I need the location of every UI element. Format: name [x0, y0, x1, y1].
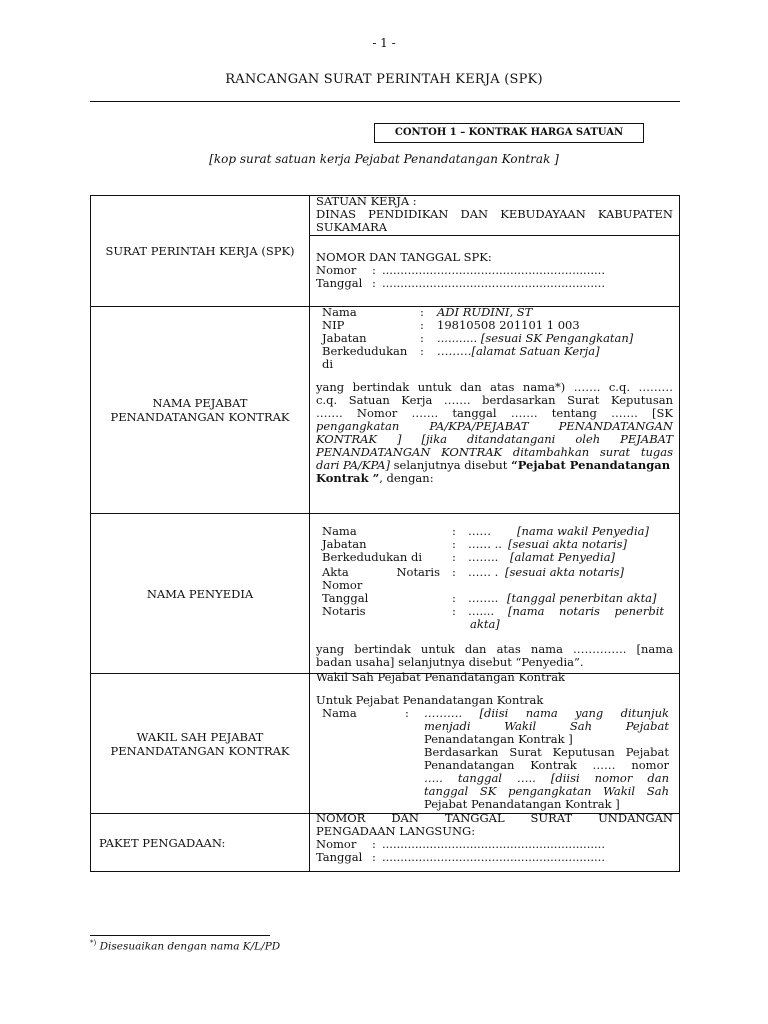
pejabat-para-line-5: KONTRAK ] [jika ditandatangani oleh PEJABAT [316, 432, 673, 446]
footnote-marker: *) [90, 939, 97, 947]
footnote-text: Disesuaikan dengan nama K/L/PD [99, 940, 281, 953]
pejabat-berkedudukan-label: Berkedudukan [322, 344, 408, 358]
penyedia-jabatan-dots: …… .. [468, 537, 502, 551]
paket-tanggal-colon: : [372, 850, 376, 864]
pejabat-nip-label: NIP [322, 318, 345, 332]
row-label-pejabat: NAMA PEJABAT PENANDATANGAN KONTRAK [91, 307, 310, 513]
wakil-line-4: Berdasarkan Surat Keputusan Pejabat [424, 745, 669, 759]
wakil-line-3: Penandatangan Kontrak ] [424, 732, 573, 746]
wakil-line-1: ………. [diisi nama yang ditunjuk [424, 706, 669, 720]
wakil-line-2: menjadi Wakil Sah Pejabat [424, 719, 669, 733]
satuan-kerja-label: SATUAN KERJA : [316, 194, 417, 208]
wakil-nama-colon: : [405, 706, 409, 720]
penyedia-jabatan-label: Jabatan [322, 537, 367, 551]
penyedia-notaris-dots: ….... [468, 604, 495, 618]
penyedia-berkedudukan-dots: …….. [468, 550, 499, 564]
wakil-line-5: Penandatangan Kontrak …… nomor [424, 758, 669, 772]
pejabat-para-line-8: Kontrak ”, dengan: [316, 471, 434, 485]
satuan-kerja-name-line1: DINAS PENDIDIKAN DAN KEBUDAYAAN KABUPATEN [316, 207, 673, 221]
row-pejabat [91, 307, 679, 514]
document-title: RANCANGAN SURAT PERINTAH KERJA (SPK) [225, 72, 543, 87]
row-wakil-sah [91, 670, 679, 814]
row-spk [91, 196, 679, 307]
pejabat-para-line-4: pengangkatan PA/KPA/PEJABAT PENANDATANGAN [316, 419, 673, 433]
spk-tanggal-value: ............................................................. [382, 276, 605, 290]
spk-tanggal-colon: : [372, 276, 376, 290]
spk-number-date-heading: NOMOR DAN TANGGAL SPK: [316, 250, 492, 264]
penyedia-notaris-label: Notaris [322, 604, 366, 618]
pejabat-para-line-3: ……. Nomor ……. tanggal ……. tentang ……. [SK [316, 406, 673, 420]
spk-nomor-colon: : [372, 263, 376, 277]
row-label-wakil-sah: WAKIL SAH PEJABAT PENANDATANGAN KONTRAK [91, 674, 310, 813]
penyedia-jabatan-value: [sesuai akta notaris] [508, 537, 628, 551]
footnote-rule [90, 935, 270, 936]
penyedia-tanggal-dots: …….. [468, 591, 499, 605]
paket-nomor-label: Nomor [316, 837, 357, 851]
paket-nomor-value: ............................................................. [382, 837, 605, 851]
pejabat-nama-label: Nama [322, 305, 357, 319]
spk-nomor-label: Nomor [316, 263, 357, 277]
row-content-paket [310, 811, 679, 871]
pejabat-jabatan-label: Jabatan [322, 331, 367, 345]
pejabat-para-line-7: dari PA/KPA] selanjutnya disebut “Pejabat Penandatangan [316, 458, 671, 472]
wakil-line-7: tanggal SK pengangkatan Wakil Sah [424, 784, 669, 798]
row-label-spk: SURAT PERINTAH KERJA (SPK) [91, 196, 310, 306]
spk-table [90, 195, 680, 872]
pejabat-para-line-1: yang bertindak untuk dan atas nama*) ……. c.q. ……… [316, 380, 673, 394]
paket-tanggal-label: Tanggal [316, 850, 363, 864]
paket-line-1: NOMOR DAN TANGGAL SURAT UNDANGAN [316, 811, 673, 825]
row-content-wakil-sah [310, 670, 679, 813]
wakil-nama-label: Nama [322, 706, 357, 720]
letterhead-placeholder: [kop surat satuan kerja Pejabat Penandatangan Kontrak ] [209, 152, 559, 166]
row-content-pejabat: Nama : ADI RUDINI, ST NIP : 19810508 201101 1 003 Jabatan : ........... [sesuai SK Pengangkatan] Berkedudukan : ………[alamat Satuan Kerja] di yang bertindak untuk dan atas nama*) ……. c.q. ……… c.q. Satuan Kerja ……. berdasarkan Surat Keputusan ……. Nomor ……. tanggal ……. tentang ……. [SK pengangkatan PA/KPA/PEJABAT PENANDATANGAN KONTRAK ] [jika ditandatangani oleh PEJABAT PENANDATANGAN KONTRAK ditambahkan surat tugas dari PA/KPA] selanjutnya disebut “Pejabat Penandatangan Kontrak ”, dengan: [316, 305, 673, 485]
row-paket-pengadaan [91, 811, 679, 871]
penyedia-akta-value: [sesuai akta notaris] [505, 565, 625, 579]
spk-tanggal-label: Tanggal [316, 276, 363, 290]
penyedia-berkedudukan-label: Berkedudukan di [322, 550, 422, 564]
row-content-penyedia: Nama : …… [nama wakil Penyedia] Jabatan : …… .. [sesuai akta notaris] Berkedudukan di : …….. [alamat Penyedia] Akta Notaris : …… . [sesuai akta notaris] Nomor Tanggal : …….. [tanggal penerbitan akta] Notaris : ….... [nama notaris penerbit akta] yang bertindak untuk dan atas nama ………….. [nama badan usaha] selanjutnya disebut “Penyedia”. [316, 524, 673, 669]
penyedia-akta-label: Akta Notaris [322, 565, 440, 579]
pejabat-para-line-6: PENANDATANGAN KONTRAK ditambahkan surat tugas [316, 445, 673, 459]
row-label-penyedia: NAMA PENYEDIA [91, 514, 310, 673]
pejabat-jabatan-value: ........... [sesuai SK Pengangkatan] [437, 331, 634, 345]
pejabat-nip-value: 19810508 201101 1 003 [437, 318, 580, 332]
paket-nomor-colon: : [372, 837, 376, 851]
penyedia-nama-label: Nama [322, 524, 357, 538]
paket-tanggal-value: ............................................................. [382, 850, 605, 864]
penyedia-notaris-cont: akta] [470, 617, 500, 631]
wakil-line-6: ….. tanggal ….. [diisi nomor dan [424, 771, 669, 785]
penyedia-akta-nomor-cont: Nomor [322, 578, 363, 592]
penyedia-nama-dots: …… [468, 524, 491, 538]
penyedia-berkedudukan-value: [alamat Penyedia] [510, 550, 616, 564]
pejabat-berkedudukan-value: ………[alamat Satuan Kerja] [437, 344, 600, 358]
penyedia-para-line-2: badan usaha] selanjutnya disebut “Penyedia”. [316, 655, 584, 669]
spk-nomor-value: ............................................................. [382, 263, 605, 277]
row-content-spk [310, 196, 679, 306]
cell-divider [310, 235, 679, 236]
penyedia-para-line-1: yang bertindak untuk dan atas nama ………….. [nama [316, 642, 673, 656]
penyedia-akta-dots: …… . [468, 565, 499, 579]
row-penyedia [91, 514, 679, 674]
penyedia-nama-value: [nama wakil Penyedia] [517, 524, 649, 538]
footnote [90, 939, 280, 953]
row-label-paket: PAKET PENGADAAN: [91, 814, 310, 871]
penyedia-tanggal-value: [tanggal penerbitan akta] [507, 591, 657, 605]
example-box: CONTOH 1 – KONTRAK HARGA SATUAN [374, 123, 644, 143]
pejabat-nama-value: ADI RUDINI, ST [437, 305, 533, 319]
title-underline [90, 101, 680, 102]
pejabat-para-line-2: c.q. Satuan Kerja ……. berdasarkan Surat Keputusan [316, 393, 673, 407]
wakil-line-8: Pejabat Penandatangan Kontrak ] [424, 797, 620, 811]
satuan-kerja-name-line2: SUKAMARA [316, 220, 388, 234]
penyedia-tanggal-label: Tanggal [322, 591, 369, 605]
page-number: - 1 - [372, 36, 396, 50]
pejabat-berkedudukan-cont: di [322, 357, 334, 371]
penyedia-notaris-value: [nama notaris penerbit [508, 604, 664, 618]
wakil-heading: Wakil Sah Pejabat Penandatangan Kontrak [316, 670, 566, 684]
paket-line-2: PENGADAAN LANGSUNG: [316, 824, 476, 838]
wakil-subheading: Untuk Pejabat Penandatangan Kontrak [316, 693, 544, 707]
